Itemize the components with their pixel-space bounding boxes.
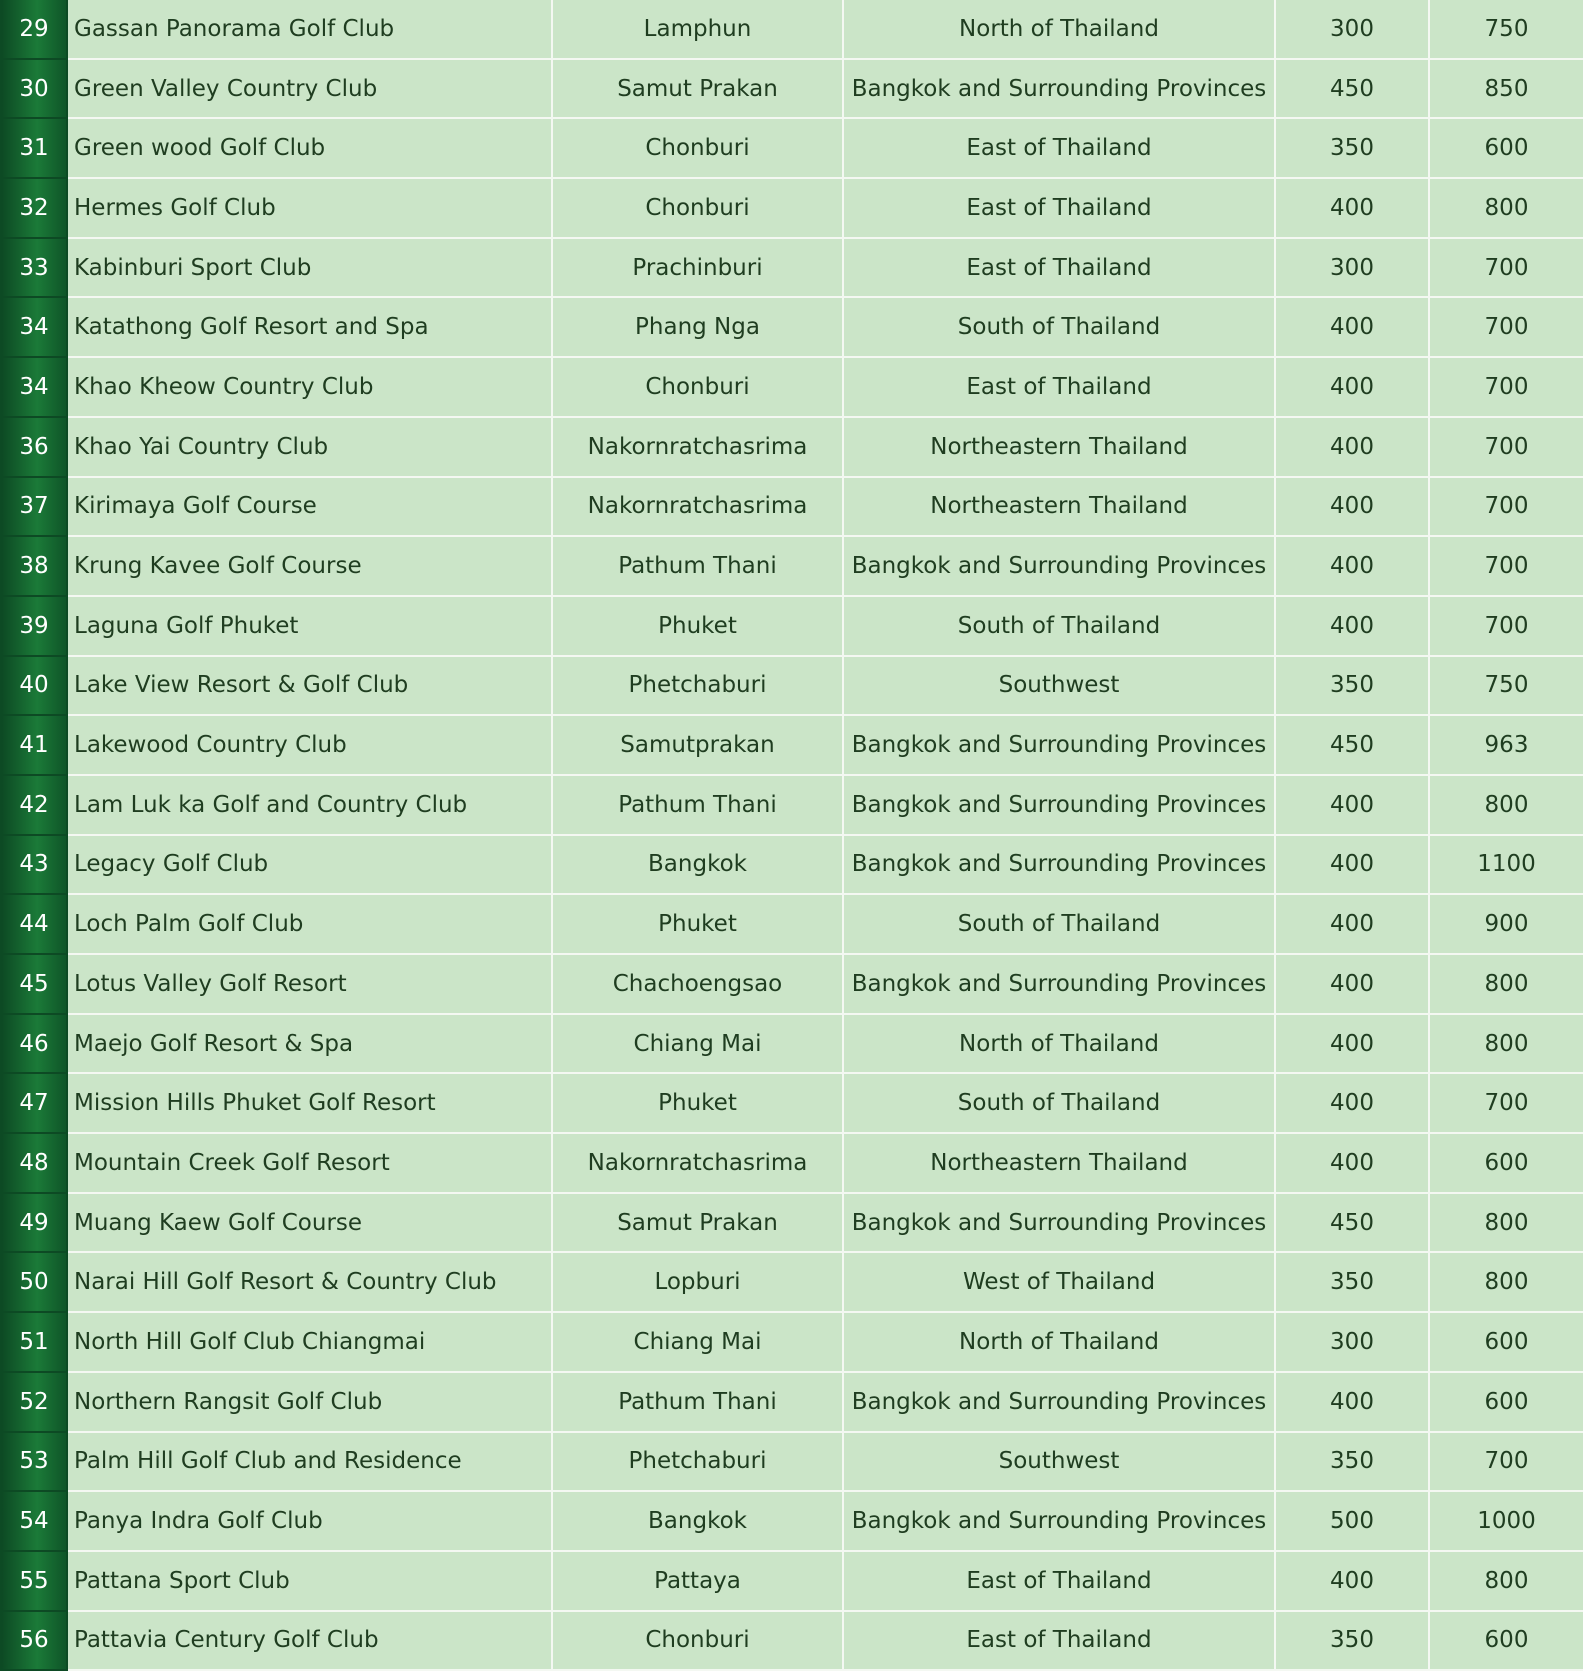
table-row (1, 1133, 1583, 1193)
price-2-cell: 963 (1429, 715, 1583, 775)
row-number-cell: 29 (1, 0, 67, 59)
course-name-cell: Khao Kheow Country Club (67, 357, 552, 417)
province-cell: Pathum Thani (552, 1372, 843, 1432)
province-cell: Pattaya (552, 1551, 843, 1611)
row-number-cell: 38 (1, 536, 67, 596)
course-name-cell: Loch Palm Golf Club (67, 894, 552, 954)
course-name-cell: Hermes Golf Club (67, 178, 552, 238)
price-2-cell: 900 (1429, 894, 1583, 954)
price-1-cell: 400 (1275, 178, 1429, 238)
price-1-cell: 400 (1275, 954, 1429, 1014)
price-2-cell: 700 (1429, 357, 1583, 417)
region-cell: Bangkok and Surrounding Provinces (843, 1491, 1275, 1551)
table-row (1, 118, 1583, 178)
table-row (1, 1372, 1583, 1432)
price-1-cell: 350 (1275, 118, 1429, 178)
row-number-cell: 47 (1, 1073, 67, 1133)
province-cell: Phang Nga (552, 297, 843, 357)
province-cell: Chiang Mai (552, 1312, 843, 1372)
province-cell: Phuket (552, 894, 843, 954)
course-name-cell: Pattavia Century Golf Club (67, 1611, 552, 1671)
course-name-cell: Mountain Creek Golf Resort (67, 1133, 552, 1193)
table-row (1, 1193, 1583, 1253)
table-row (1, 417, 1583, 477)
price-1-cell: 350 (1275, 1432, 1429, 1492)
price-1-cell: 400 (1275, 1014, 1429, 1074)
price-1-cell: 450 (1275, 715, 1429, 775)
price-1-cell: 300 (1275, 238, 1429, 298)
price-2-cell: 700 (1429, 536, 1583, 596)
table-row (1, 656, 1583, 716)
row-number-cell: 49 (1, 1193, 67, 1253)
table-row (1, 1551, 1583, 1611)
price-2-cell: 850 (1429, 59, 1583, 119)
region-cell: Southwest (843, 1432, 1275, 1492)
table-row (1, 59, 1583, 119)
price-2-cell: 800 (1429, 1193, 1583, 1253)
table-row (1, 894, 1583, 954)
region-cell: Bangkok and Surrounding Provinces (843, 775, 1275, 835)
price-1-cell: 350 (1275, 1611, 1429, 1671)
price-1-cell: 450 (1275, 1193, 1429, 1253)
row-number-cell: 55 (1, 1551, 67, 1611)
row-number-cell: 30 (1, 59, 67, 119)
province-cell: Nakornratchasrima (552, 477, 843, 537)
price-2-cell: 700 (1429, 417, 1583, 477)
price-2-cell: 800 (1429, 1252, 1583, 1312)
price-1-cell: 400 (1275, 1372, 1429, 1432)
course-name-cell: Laguna Golf Phuket (67, 596, 552, 656)
price-1-cell: 300 (1275, 0, 1429, 59)
course-name-cell: Lakewood Country Club (67, 715, 552, 775)
row-number-cell: 52 (1, 1372, 67, 1432)
province-cell: Prachinburi (552, 238, 843, 298)
price-2-cell: 600 (1429, 1372, 1583, 1432)
row-number-cell: 53 (1, 1432, 67, 1492)
price-1-cell: 450 (1275, 59, 1429, 119)
course-name-cell: Pattana Sport Club (67, 1551, 552, 1611)
table-row (1, 1611, 1583, 1671)
row-number-cell: 41 (1, 715, 67, 775)
province-cell: Phuket (552, 596, 843, 656)
province-cell: Pathum Thani (552, 536, 843, 596)
price-1-cell: 400 (1275, 417, 1429, 477)
region-cell: East of Thailand (843, 1551, 1275, 1611)
course-name-cell: Katathong Golf Resort and Spa (67, 297, 552, 357)
table-row (1, 477, 1583, 537)
region-cell: North of Thailand (843, 0, 1275, 59)
price-2-cell: 600 (1429, 1611, 1583, 1671)
price-2-cell: 700 (1429, 477, 1583, 537)
row-number-cell: 50 (1, 1252, 67, 1312)
region-cell: West of Thailand (843, 1252, 1275, 1312)
province-cell: Nakornratchasrima (552, 417, 843, 477)
price-2-cell: 1100 (1429, 835, 1583, 895)
price-2-cell: 800 (1429, 178, 1583, 238)
region-cell: Bangkok and Surrounding Provinces (843, 715, 1275, 775)
price-2-cell: 800 (1429, 775, 1583, 835)
price-2-cell: 700 (1429, 1432, 1583, 1492)
price-1-cell: 400 (1275, 894, 1429, 954)
price-1-cell: 400 (1275, 297, 1429, 357)
course-name-cell: Green wood Golf Club (67, 118, 552, 178)
region-cell: East of Thailand (843, 238, 1275, 298)
course-name-cell: Muang Kaew Golf Course (67, 1193, 552, 1253)
province-cell: Chonburi (552, 1611, 843, 1671)
price-2-cell: 600 (1429, 118, 1583, 178)
province-cell: Chiang Mai (552, 1014, 843, 1074)
row-number-cell: 51 (1, 1312, 67, 1372)
price-1-cell: 300 (1275, 1312, 1429, 1372)
table-row (1, 1491, 1583, 1551)
course-name-cell: Lam Luk ka Golf and Country Club (67, 775, 552, 835)
region-cell: South of Thailand (843, 297, 1275, 357)
price-2-cell: 700 (1429, 238, 1583, 298)
row-number-cell: 54 (1, 1491, 67, 1551)
province-cell: Nakornratchasrima (552, 1133, 843, 1193)
region-cell: Southwest (843, 656, 1275, 716)
table-row (1, 954, 1583, 1014)
region-cell: Northeastern Thailand (843, 417, 1275, 477)
province-cell: Samutprakan (552, 715, 843, 775)
province-cell: Chonburi (552, 357, 843, 417)
region-cell: South of Thailand (843, 596, 1275, 656)
price-1-cell: 400 (1275, 536, 1429, 596)
price-1-cell: 350 (1275, 1252, 1429, 1312)
region-cell: Bangkok and Surrounding Provinces (843, 835, 1275, 895)
table-row (1, 297, 1583, 357)
table-row (1, 1432, 1583, 1492)
table-row (1, 596, 1583, 656)
region-cell: North of Thailand (843, 1312, 1275, 1372)
price-1-cell: 400 (1275, 596, 1429, 656)
row-number-cell: 40 (1, 656, 67, 716)
region-cell: Bangkok and Surrounding Provinces (843, 1372, 1275, 1432)
row-number-cell: 43 (1, 835, 67, 895)
course-name-cell: Kirimaya Golf Course (67, 477, 552, 537)
province-cell: Phuket (552, 1073, 843, 1133)
row-number-cell: 44 (1, 894, 67, 954)
price-1-cell: 500 (1275, 1491, 1429, 1551)
course-name-cell: Maejo Golf Resort & Spa (67, 1014, 552, 1074)
price-1-cell: 400 (1275, 835, 1429, 895)
course-name-cell: Gassan Panorama Golf Club (67, 0, 552, 59)
province-cell: Bangkok (552, 1491, 843, 1551)
province-cell: Bangkok (552, 835, 843, 895)
course-name-cell: Northern Rangsit Golf Club (67, 1372, 552, 1432)
row-number-cell: 48 (1, 1133, 67, 1193)
row-number-cell: 33 (1, 238, 67, 298)
region-cell: South of Thailand (843, 1073, 1275, 1133)
row-number-cell: 31 (1, 118, 67, 178)
row-number-cell: 37 (1, 477, 67, 537)
province-cell: Lamphun (552, 0, 843, 59)
price-2-cell: 600 (1429, 1312, 1583, 1372)
price-2-cell: 750 (1429, 0, 1583, 59)
course-name-cell: Lake View Resort & Golf Club (67, 656, 552, 716)
province-cell: Samut Prakan (552, 1193, 843, 1253)
table-row (1, 1312, 1583, 1372)
region-cell: East of Thailand (843, 118, 1275, 178)
table-row (1, 1252, 1583, 1312)
table-row (1, 238, 1583, 298)
row-number-cell: 39 (1, 596, 67, 656)
course-name-cell: Khao Yai Country Club (67, 417, 552, 477)
price-1-cell: 400 (1275, 357, 1429, 417)
course-name-cell: Mission Hills Phuket Golf Resort (67, 1073, 552, 1133)
price-2-cell: 750 (1429, 656, 1583, 716)
table-row (1, 1073, 1583, 1133)
region-cell: Bangkok and Surrounding Provinces (843, 1193, 1275, 1253)
row-number-cell: 34 (1, 297, 67, 357)
table-row (1, 775, 1583, 835)
region-cell: Bangkok and Surrounding Provinces (843, 536, 1275, 596)
province-cell: Chonburi (552, 178, 843, 238)
region-cell: Northeastern Thailand (843, 477, 1275, 537)
price-2-cell: 800 (1429, 1014, 1583, 1074)
course-name-cell: Kabinburi Sport Club (67, 238, 552, 298)
price-2-cell: 700 (1429, 1073, 1583, 1133)
price-1-cell: 400 (1275, 1133, 1429, 1193)
course-name-cell: Green Valley Country Club (67, 59, 552, 119)
table-row (1, 357, 1583, 417)
province-cell: Phetchaburi (552, 1432, 843, 1492)
table-row (1, 1014, 1583, 1074)
row-number-cell: 36 (1, 417, 67, 477)
province-cell: Chachoengsao (552, 954, 843, 1014)
course-name-cell: North Hill Golf Club Chiangmai (67, 1312, 552, 1372)
region-cell: East of Thailand (843, 357, 1275, 417)
province-cell: Phetchaburi (552, 656, 843, 716)
course-name-cell: Lotus Valley Golf Resort (67, 954, 552, 1014)
row-number-cell: 34 (1, 357, 67, 417)
price-1-cell: 400 (1275, 477, 1429, 537)
row-number-cell: 46 (1, 1014, 67, 1074)
row-number-cell: 56 (1, 1611, 67, 1671)
region-cell: North of Thailand (843, 1014, 1275, 1074)
price-2-cell: 1000 (1429, 1491, 1583, 1551)
region-cell: Bangkok and Surrounding Provinces (843, 954, 1275, 1014)
table-row (1, 0, 1583, 59)
course-name-cell: Palm Hill Golf Club and Residence (67, 1432, 552, 1492)
row-number-cell: 42 (1, 775, 67, 835)
price-2-cell: 600 (1429, 1133, 1583, 1193)
region-cell: Bangkok and Surrounding Provinces (843, 59, 1275, 119)
province-cell: Chonburi (552, 118, 843, 178)
table-row (1, 178, 1583, 238)
province-cell: Samut Prakan (552, 59, 843, 119)
table-row (1, 536, 1583, 596)
course-name-cell: Panya Indra Golf Club (67, 1491, 552, 1551)
row-number-cell: 32 (1, 178, 67, 238)
province-cell: Pathum Thani (552, 775, 843, 835)
course-name-cell: Legacy Golf Club (67, 835, 552, 895)
region-cell: East of Thailand (843, 1611, 1275, 1671)
price-1-cell: 400 (1275, 1551, 1429, 1611)
table-row (1, 835, 1583, 895)
course-name-cell: Krung Kavee Golf Course (67, 536, 552, 596)
price-2-cell: 700 (1429, 596, 1583, 656)
course-name-cell: Narai Hill Golf Resort & Country Club (67, 1252, 552, 1312)
price-2-cell: 800 (1429, 954, 1583, 1014)
price-2-cell: 700 (1429, 297, 1583, 357)
price-2-cell: 800 (1429, 1551, 1583, 1611)
price-1-cell: 400 (1275, 1073, 1429, 1133)
region-cell: Northeastern Thailand (843, 1133, 1275, 1193)
table-row (1, 715, 1583, 775)
price-1-cell: 400 (1275, 775, 1429, 835)
table-body (1, 0, 1583, 1670)
region-cell: East of Thailand (843, 178, 1275, 238)
province-cell: Lopburi (552, 1252, 843, 1312)
price-1-cell: 350 (1275, 656, 1429, 716)
row-number-cell: 45 (1, 954, 67, 1014)
region-cell: South of Thailand (843, 894, 1275, 954)
